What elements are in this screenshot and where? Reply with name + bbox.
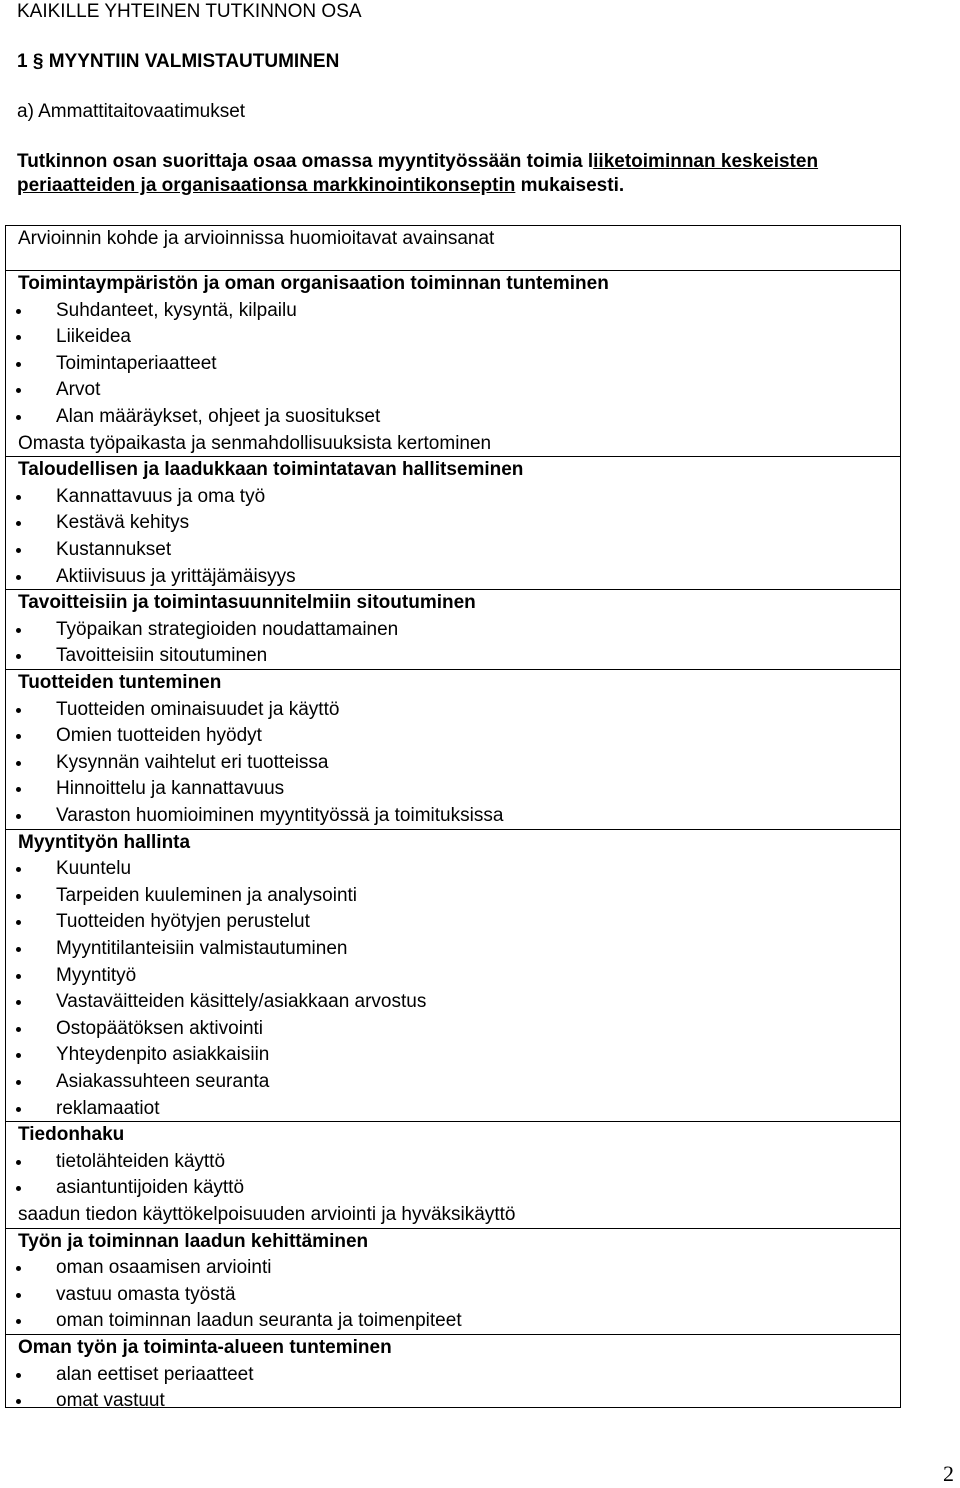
bullet-item: Suhdanteet, kysyntä, kilpailu <box>56 298 297 324</box>
bullet-item: oman osaamisen arviointi <box>56 1255 271 1281</box>
bullet-item: Tuotteiden hyötyjen perustelut <box>56 909 310 935</box>
bullet-item: tietolähteiden käyttö <box>56 1149 225 1175</box>
page-number: 2 <box>943 1461 954 1486</box>
bullet-item: Ostopäätöksen aktivointi <box>56 1016 263 1042</box>
table-row <box>6 669 900 830</box>
table-row <box>6 1121 900 1228</box>
intro-line-1 <box>17 150 818 173</box>
table-row <box>6 456 900 590</box>
bullet-item: asiantuntijoiden käyttö <box>56 1175 244 1201</box>
table-row <box>6 1228 900 1335</box>
bullet-item: Omien tuotteiden hyödyt <box>56 723 262 749</box>
bullet-item: Myyntityö <box>56 963 136 989</box>
table-header-text: Arvioinnin kohde ja arvioinnissa huomioitavat avainsanat <box>18 228 495 249</box>
row-heading: Työn ja toiminnan laadun kehittäminen <box>18 1230 369 1252</box>
intro-underlined-text: periaatteiden ja organisaationsa markkinointikonseptin <box>17 175 516 196</box>
table-row <box>6 829 900 1123</box>
row-text: Omasta työpaikasta ja senmahdollisuuksista kertominen <box>18 432 492 454</box>
document-header: KAIKILLE YHTEINEN TUTKINNON OSA <box>17 1 362 22</box>
bullet-item: Kustannukset <box>56 537 171 563</box>
bullet-item: Asiakassuhteen seuranta <box>56 1069 269 1095</box>
bullet-item: Alan määräykset, ohjeet ja suositukset <box>56 404 380 430</box>
intro-underlined-text: iiketoiminnan keskeisten <box>593 151 819 172</box>
bullet-item: Työpaikan strategioiden noudattamainen <box>56 617 398 643</box>
bullet-item: reklamaatiot <box>56 1096 160 1122</box>
bullet-item: Toimintaperiaatteet <box>56 351 217 377</box>
table-row <box>6 589 900 670</box>
row-heading: Taloudellisen ja laadukkaan toimintatavan hallitseminen <box>18 459 524 481</box>
bullet-item: Yhteydenpito asiakkaisiin <box>56 1042 269 1068</box>
bullet-item: Tavoitteisiin sitoutuminen <box>56 643 267 669</box>
table-row <box>6 270 900 457</box>
bullet-item: Kuuntelu <box>56 856 131 882</box>
intro-text: Tutkinnon osan suorittaja osaa omassa myyntityössään toimia l <box>17 151 594 172</box>
criteria-table <box>5 225 901 1412</box>
bullet-item: Kysynnän vaihtelut eri tuotteissa <box>56 750 329 776</box>
bullet-item: Myyntitilanteisiin valmistautuminen <box>56 936 347 962</box>
table-row <box>6 1334 900 1415</box>
bullet-item: Tuotteiden ominaisuudet ja käyttö <box>56 697 339 723</box>
bullet-item: Varaston huomioiminen myyntityössä ja toimituksissa <box>56 803 503 829</box>
bullet-item: Hinnoittelu ja kannattavuus <box>56 776 284 802</box>
table-header-row <box>6 226 900 270</box>
row-heading: Toimintaympäristön ja oman organisaation toiminnan tunteminen <box>18 273 609 294</box>
bullet-item: Vastaväitteiden käsittely/asiakkaan arvostus <box>56 989 426 1015</box>
intro-line-2 <box>17 174 624 197</box>
bullet-item: Kestävä kehitys <box>56 510 189 536</box>
row-heading: Myyntityön hallinta <box>18 831 191 853</box>
row-heading: Tuotteiden tunteminen <box>18 672 222 693</box>
bullet-item: alan eettiset periaatteet <box>56 1362 254 1388</box>
row-text: saadun tiedon käyttökelpoisuuden arviointi ja hyväksikäyttö <box>18 1203 516 1225</box>
bullet-item: Tarpeiden kuuleminen ja analysointi <box>56 883 357 909</box>
row-heading: Tavoitteisiin ja toimintasuunnitelmiin sitoutuminen <box>18 592 476 614</box>
bullet-item: vastuu omasta työstä <box>56 1282 236 1308</box>
subheading: a) Ammattitaitovaatimukset <box>17 101 246 122</box>
bullet-item: Liikeidea <box>56 324 131 350</box>
row-heading: Tiedonhaku <box>18 1124 125 1146</box>
bullet-item: omat vastuut <box>56 1388 165 1414</box>
bullet-item: Arvot <box>56 377 100 403</box>
section-heading: 1 § MYYNTIIN VALMISTAUTUMINEN <box>17 51 340 72</box>
row-heading: Oman työn ja toiminta-alueen tunteminen <box>18 1337 392 1358</box>
bullet-item: Kannattavuus ja oma työ <box>56 484 265 510</box>
bullet-item: oman toiminnan laadun seuranta ja toimenpiteet <box>56 1308 462 1334</box>
bullet-item: Aktiivisuus ja yrittäjämäisyys <box>56 564 296 590</box>
intro-text: mukaisesti. <box>515 175 625 196</box>
